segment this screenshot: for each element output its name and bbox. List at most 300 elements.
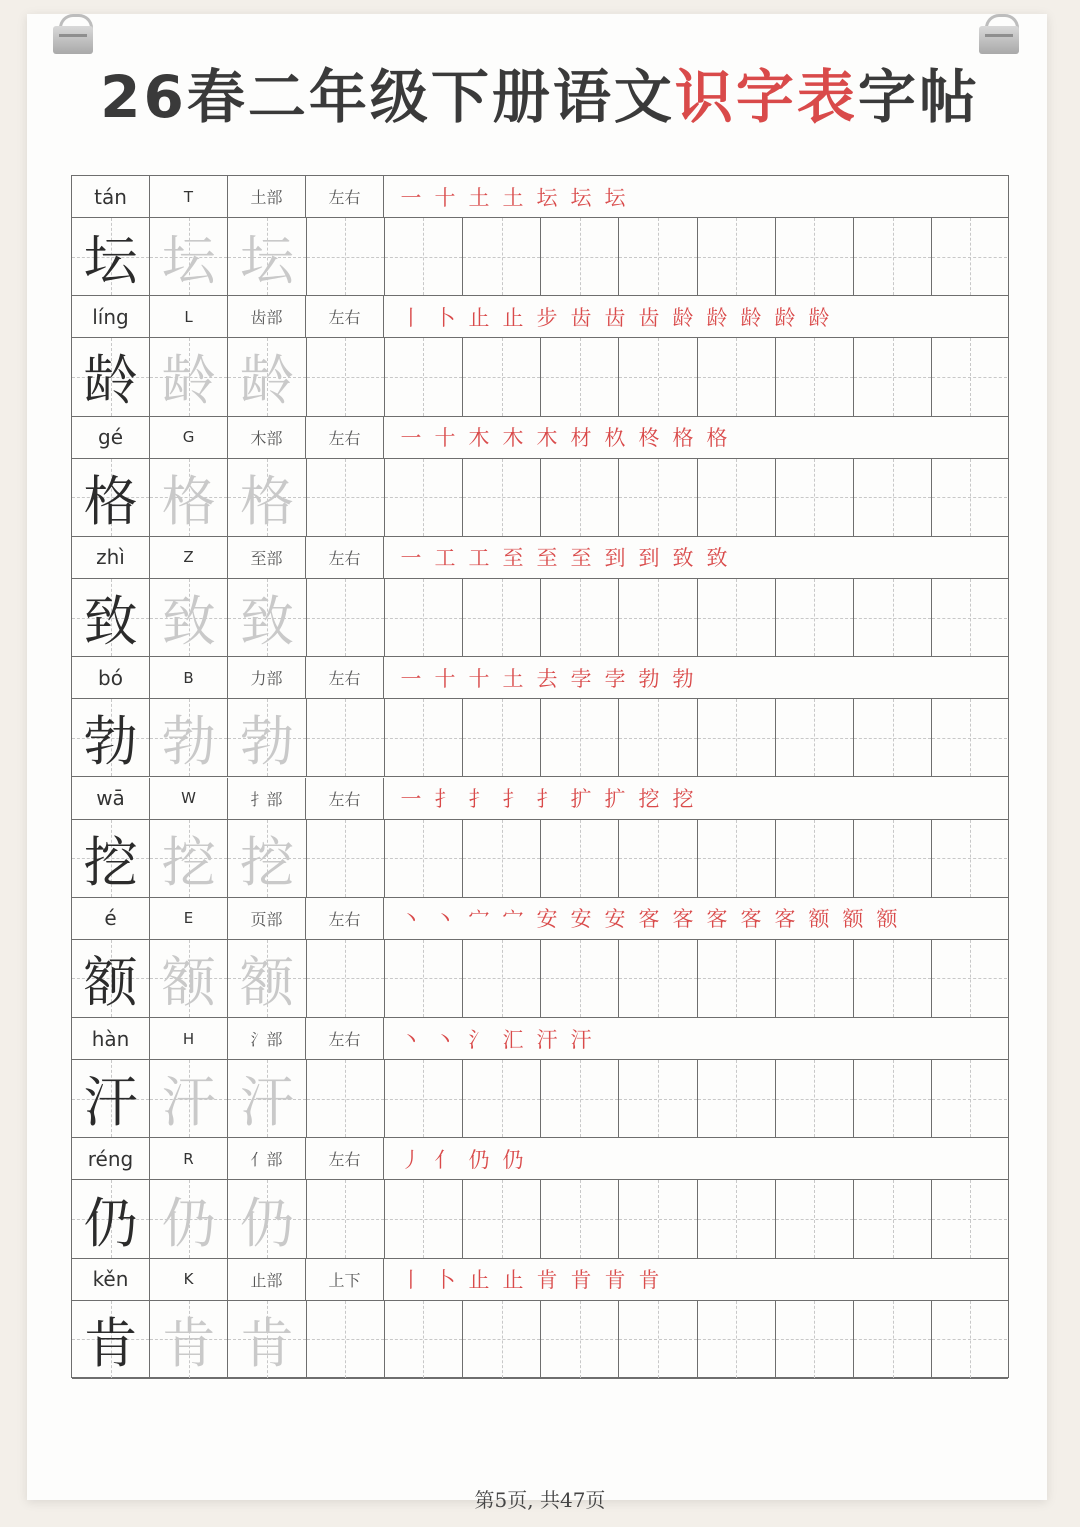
blank-writing-box[interactable] (776, 820, 854, 897)
initial-letter-cell: Z (150, 537, 228, 578)
trace-character: 龄 (161, 349, 216, 413)
char-block (72, 778, 1008, 898)
stroke-order-sequence (394, 1264, 666, 1294)
stroke-step: 格 (706, 426, 728, 451)
stroke-step: 汗 (536, 1027, 558, 1052)
blank-writing-box[interactable] (463, 699, 541, 776)
stroke-step: 肯 (536, 1268, 558, 1293)
blank-writing-box[interactable] (307, 1060, 385, 1137)
blank-writing-box[interactable] (463, 459, 541, 536)
blank-writing-box[interactable] (385, 579, 463, 656)
stroke-step: 十 (434, 666, 456, 691)
blank-writing-box[interactable] (932, 699, 1007, 776)
model-character-box (72, 579, 150, 656)
trace-character-box[interactable] (150, 338, 228, 415)
trace-character: 额 (239, 950, 294, 1014)
stroke-order-sequence (394, 422, 734, 452)
blank-writing-box[interactable] (307, 338, 385, 415)
trace-character: 勃 (161, 710, 216, 774)
stroke-step: 步 (536, 305, 558, 330)
stroke-step: 孛 (570, 666, 592, 691)
trace-character-box[interactable] (150, 699, 228, 776)
blank-writing-box[interactable] (541, 940, 619, 1017)
blank-writing-box[interactable] (385, 1301, 463, 1378)
stroke-step: 齿 (604, 305, 626, 330)
stroke-step: 工 (468, 546, 490, 571)
writing-row (72, 820, 1008, 898)
blank-writing-box[interactable] (307, 579, 385, 656)
trace-character-box[interactable] (228, 1180, 306, 1257)
stroke-order-cell (384, 176, 1008, 217)
stroke-step: 柊 (638, 426, 660, 451)
trace-character-box[interactable] (228, 579, 306, 656)
stroke-step: 仍 (502, 1147, 524, 1172)
blank-writing-box[interactable] (307, 459, 385, 536)
stroke-step: 客 (672, 907, 694, 932)
blank-writing-box[interactable] (541, 459, 619, 536)
blank-writing-box[interactable] (385, 338, 463, 415)
model-character-box (72, 459, 150, 536)
stroke-step: 宀 (468, 907, 490, 932)
blank-writing-box[interactable] (307, 1180, 385, 1257)
stroke-step: 工 (434, 546, 456, 571)
trace-character: 仍 (161, 1191, 216, 1255)
trace-character-box[interactable] (150, 1180, 228, 1257)
blank-writing-box[interactable] (619, 579, 697, 656)
blank-writing-box[interactable] (541, 1060, 619, 1137)
blank-writing-box[interactable] (463, 1301, 541, 1378)
stroke-step: 客 (774, 907, 796, 932)
trace-character-box[interactable] (228, 699, 306, 776)
trace-character-box[interactable] (150, 820, 228, 897)
writing-row (72, 699, 1008, 777)
blank-writing-box[interactable] (619, 699, 697, 776)
writing-row (72, 1301, 1008, 1379)
trace-character: 致 (161, 590, 216, 654)
stroke-step: 丶 (434, 907, 456, 932)
stroke-step: 肯 (638, 1268, 660, 1293)
trace-character: 肯 (239, 1311, 294, 1375)
structure-cell: 上下 (306, 1259, 384, 1300)
radical-cell: 土部 (228, 176, 306, 217)
trace-character-box[interactable] (228, 940, 306, 1017)
stroke-order-cell (384, 537, 1008, 578)
writing-row (72, 579, 1008, 657)
blank-writing-box[interactable] (463, 1180, 541, 1257)
structure-cell: 左右 (306, 417, 384, 458)
trace-character: 肯 (161, 1311, 216, 1375)
model-character: 仍 (83, 1191, 138, 1255)
stroke-step: 额 (808, 907, 830, 932)
stroke-step: 勃 (672, 666, 694, 691)
blank-writing-box[interactable] (932, 1060, 1007, 1137)
blank-writing-box[interactable] (385, 1180, 463, 1257)
trace-character-box[interactable] (150, 1060, 228, 1137)
stroke-step: 汇 (502, 1027, 524, 1052)
blank-writing-box[interactable] (698, 1301, 776, 1378)
stroke-step: 杦 (604, 426, 626, 451)
stroke-step: 坛 (570, 185, 592, 210)
trace-character: 额 (161, 950, 216, 1014)
stroke-step: 十 (434, 426, 456, 451)
blank-writing-box[interactable] (932, 1180, 1007, 1257)
trace-character-box[interactable] (150, 218, 228, 295)
stroke-step: 卜 (434, 1268, 456, 1293)
trace-character: 格 (239, 469, 294, 533)
blank-writing-box[interactable] (307, 699, 385, 776)
trace-character-box[interactable] (228, 1301, 306, 1378)
radical-cell: 氵部 (228, 1018, 306, 1059)
char-block (72, 1018, 1008, 1138)
stroke-step: 止 (468, 305, 490, 330)
char-info-row (72, 1018, 1008, 1060)
writing-row (72, 459, 1008, 537)
stroke-step: 仍 (468, 1147, 490, 1172)
stroke-order-cell (384, 417, 1008, 458)
blank-writing-box[interactable] (307, 1301, 385, 1378)
stroke-step: 氵 (468, 1027, 490, 1052)
model-character-box (72, 820, 150, 897)
model-character: 肯 (83, 1311, 138, 1375)
pinyin-cell: gé (72, 417, 150, 458)
blank-writing-box[interactable] (854, 1180, 932, 1257)
stroke-step: 致 (672, 546, 694, 571)
practice-grid (71, 175, 1009, 1378)
stroke-step: 至 (536, 546, 558, 571)
stroke-order-sequence (394, 182, 632, 212)
initial-letter-cell: G (150, 417, 228, 458)
blank-writing-box[interactable] (854, 579, 932, 656)
blank-writing-box[interactable] (541, 699, 619, 776)
model-character-box (72, 940, 150, 1017)
writing-row (72, 338, 1008, 416)
stroke-step: 去 (536, 666, 558, 691)
writing-row (72, 1180, 1008, 1258)
stroke-step: 龄 (774, 305, 796, 330)
model-character-box (72, 1301, 150, 1378)
writing-row (72, 940, 1008, 1018)
stroke-step: 丶 (400, 907, 422, 932)
blank-writing-box[interactable] (932, 1301, 1007, 1378)
stroke-step: 扩 (570, 787, 592, 811)
stroke-step: 亻 (434, 1147, 456, 1172)
blank-writing-box[interactable] (776, 699, 854, 776)
trace-character: 汗 (161, 1071, 216, 1135)
blank-writing-box[interactable] (385, 699, 463, 776)
blank-writing-box[interactable] (854, 1060, 932, 1137)
stroke-order-cell (384, 1259, 1008, 1300)
stroke-step: 丨 (400, 1268, 422, 1293)
stroke-step: 十 (468, 666, 490, 691)
stroke-step: 龄 (706, 305, 728, 330)
blank-writing-box[interactable] (698, 940, 776, 1017)
trace-character-box[interactable] (150, 459, 228, 536)
stroke-step: 土 (468, 185, 490, 210)
char-block (72, 176, 1008, 296)
char-info-row (72, 417, 1008, 459)
stroke-order-cell (384, 1138, 1008, 1179)
blank-writing-box[interactable] (698, 1180, 776, 1257)
stroke-step: 木 (536, 426, 558, 451)
trace-character-box[interactable] (228, 820, 306, 897)
char-info-row (72, 296, 1008, 338)
stroke-order-sequence (394, 663, 700, 693)
stroke-step: 一 (400, 426, 422, 451)
trace-character-box[interactable] (228, 459, 306, 536)
structure-cell: 左右 (306, 537, 384, 578)
initial-letter-cell: E (150, 898, 228, 939)
trace-character: 格 (161, 469, 216, 533)
char-block (72, 657, 1008, 777)
pinyin-cell: líng (72, 296, 150, 337)
model-character: 挖 (83, 830, 138, 894)
blank-writing-box[interactable] (307, 940, 385, 1017)
blank-writing-box[interactable] (854, 940, 932, 1017)
blank-writing-box[interactable] (854, 218, 932, 295)
blank-writing-box[interactable] (932, 338, 1007, 415)
radical-cell: 扌部 (228, 778, 306, 819)
model-character: 致 (83, 590, 138, 654)
initial-letter-cell: B (150, 657, 228, 698)
stroke-order-sequence (394, 542, 734, 572)
char-info-row (72, 1259, 1008, 1301)
blank-writing-box[interactable] (698, 218, 776, 295)
blank-writing-box[interactable] (541, 1180, 619, 1257)
blank-writing-box[interactable] (385, 459, 463, 536)
stroke-step: 客 (706, 907, 728, 932)
stroke-step: 龄 (808, 305, 830, 330)
radical-cell: 力部 (228, 657, 306, 698)
blank-writing-box[interactable] (932, 218, 1007, 295)
pinyin-cell: réng (72, 1138, 150, 1179)
char-info-row (72, 898, 1008, 940)
stroke-step: 木 (468, 426, 490, 451)
stroke-step: 丿 (400, 1147, 422, 1172)
blank-writing-box[interactable] (776, 218, 854, 295)
stroke-order-sequence (394, 1024, 598, 1054)
blank-writing-box[interactable] (776, 1301, 854, 1378)
blank-writing-box[interactable] (541, 579, 619, 656)
blank-writing-box[interactable] (463, 579, 541, 656)
stroke-order-sequence (394, 903, 904, 933)
blank-writing-box[interactable] (698, 820, 776, 897)
structure-cell: 左右 (306, 778, 384, 819)
stroke-step: 木 (502, 426, 524, 451)
stroke-step: 到 (638, 546, 660, 571)
trace-character-box[interactable] (150, 579, 228, 656)
stroke-step: 一 (400, 185, 422, 210)
blank-writing-box[interactable] (932, 940, 1007, 1017)
blank-writing-box[interactable] (776, 1180, 854, 1257)
blank-writing-box[interactable] (463, 940, 541, 1017)
structure-cell: 左右 (306, 657, 384, 698)
trace-character-box[interactable] (150, 940, 228, 1017)
stroke-step: 卜 (434, 305, 456, 330)
stroke-step: 至 (570, 546, 592, 571)
pinyin-cell: zhì (72, 537, 150, 578)
blank-writing-box[interactable] (385, 218, 463, 295)
model-character: 坛 (83, 229, 138, 293)
char-info-row (72, 657, 1008, 699)
initial-letter-cell: L (150, 296, 228, 337)
stroke-step: 到 (604, 546, 626, 571)
stroke-order-sequence (394, 302, 836, 332)
model-character-box (72, 218, 150, 295)
blank-writing-box[interactable] (698, 579, 776, 656)
model-character: 龄 (83, 349, 138, 413)
structure-cell: 左右 (306, 1138, 384, 1179)
blank-writing-box[interactable] (619, 338, 697, 415)
blank-writing-box[interactable] (854, 820, 932, 897)
char-block (72, 898, 1008, 1018)
stroke-order-sequence (394, 1144, 530, 1174)
stroke-step: 龄 (672, 305, 694, 330)
blank-writing-box[interactable] (619, 218, 697, 295)
stroke-step: 致 (706, 546, 728, 571)
stroke-step: 安 (536, 907, 558, 932)
stroke-step: 止 (502, 305, 524, 330)
trace-character: 挖 (239, 830, 294, 894)
stroke-step: 额 (842, 907, 864, 932)
char-block (72, 1138, 1008, 1258)
pinyin-cell: bó (72, 657, 150, 698)
blank-writing-box[interactable] (619, 1301, 697, 1378)
blank-writing-box[interactable] (463, 338, 541, 415)
blank-writing-box[interactable] (385, 1060, 463, 1137)
stroke-step: 扌 (468, 787, 490, 811)
blank-writing-box[interactable] (541, 218, 619, 295)
stroke-step: 坛 (536, 185, 558, 210)
model-character: 汗 (83, 1071, 138, 1135)
stroke-order-cell (384, 778, 1008, 819)
blank-writing-box[interactable] (932, 820, 1007, 897)
trace-character: 坛 (161, 229, 216, 293)
stroke-step: 齿 (638, 305, 660, 330)
radical-cell: 至部 (228, 537, 306, 578)
initial-letter-cell: K (150, 1259, 228, 1300)
blank-writing-box[interactable] (307, 218, 385, 295)
stroke-step: 十 (434, 185, 456, 210)
stroke-step: 安 (604, 907, 626, 932)
trace-character-box[interactable] (228, 338, 306, 415)
trace-character: 龄 (239, 349, 294, 413)
trace-character-box[interactable] (150, 1301, 228, 1378)
stroke-order-cell (384, 898, 1008, 939)
radical-cell: 木部 (228, 417, 306, 458)
blank-writing-box[interactable] (776, 940, 854, 1017)
stroke-step: 安 (570, 907, 592, 932)
stroke-order-sequence (394, 783, 700, 813)
pinyin-cell: é (72, 898, 150, 939)
stroke-step: 坛 (604, 185, 626, 210)
char-block (72, 296, 1008, 416)
blank-writing-box[interactable] (619, 940, 697, 1017)
blank-writing-box[interactable] (463, 1060, 541, 1137)
blank-writing-box[interactable] (776, 338, 854, 415)
stroke-step: 肯 (570, 1268, 592, 1293)
blank-writing-box[interactable] (619, 1180, 697, 1257)
blank-writing-box[interactable] (619, 459, 697, 536)
model-character: 格 (83, 469, 138, 533)
structure-cell: 左右 (306, 898, 384, 939)
stroke-step: 客 (740, 907, 762, 932)
trace-character: 挖 (161, 830, 216, 894)
blank-writing-box[interactable] (619, 1060, 697, 1137)
stroke-step: 一 (400, 666, 422, 691)
blank-writing-box[interactable] (463, 820, 541, 897)
model-character: 勃 (83, 710, 138, 774)
stroke-step: 扩 (604, 787, 626, 811)
stroke-step: 肯 (604, 1268, 626, 1293)
blank-writing-box[interactable] (854, 459, 932, 536)
radical-cell: 齿部 (228, 296, 306, 337)
structure-cell: 左右 (306, 296, 384, 337)
blank-writing-box[interactable] (854, 699, 932, 776)
char-info-row (72, 778, 1008, 820)
blank-writing-box[interactable] (541, 338, 619, 415)
blank-writing-box[interactable] (463, 218, 541, 295)
stroke-step: 土 (502, 185, 524, 210)
model-character-box (72, 1180, 150, 1257)
initial-letter-cell: H (150, 1018, 228, 1059)
blank-writing-box[interactable] (776, 459, 854, 536)
stroke-step: 孛 (604, 666, 626, 691)
blank-writing-box[interactable] (307, 820, 385, 897)
trace-character: 汗 (239, 1071, 294, 1135)
blank-writing-box[interactable] (932, 459, 1007, 536)
trace-character-box[interactable] (228, 1060, 306, 1137)
blank-writing-box[interactable] (619, 820, 697, 897)
title-highlight: 识字表 (674, 63, 858, 131)
stroke-step: 宀 (502, 907, 524, 932)
trace-character: 勃 (239, 710, 294, 774)
stroke-step: 格 (672, 426, 694, 451)
char-info-row (72, 537, 1008, 579)
pinyin-cell: tán (72, 176, 150, 217)
trace-character-box[interactable] (228, 218, 306, 295)
radical-cell: 亻部 (228, 1138, 306, 1179)
stroke-order-cell (384, 296, 1008, 337)
char-block (72, 537, 1008, 657)
blank-writing-box[interactable] (776, 1060, 854, 1137)
title-main: 26春二年级下册语文 (100, 63, 675, 131)
stroke-step: 扌 (502, 787, 524, 811)
page-title (0, 50, 1080, 134)
blank-writing-box[interactable] (698, 699, 776, 776)
stroke-step: 挖 (638, 787, 660, 811)
structure-cell: 左右 (306, 1018, 384, 1059)
blank-writing-box[interactable] (776, 579, 854, 656)
blank-writing-box[interactable] (698, 1060, 776, 1137)
radical-cell: 止部 (228, 1259, 306, 1300)
pinyin-cell: kěn (72, 1259, 150, 1300)
stroke-step: 勃 (638, 666, 660, 691)
blank-writing-box[interactable] (854, 338, 932, 415)
stroke-step: 扌 (536, 787, 558, 811)
trace-character: 仍 (239, 1191, 294, 1255)
blank-writing-box[interactable] (541, 1301, 619, 1378)
blank-writing-box[interactable] (385, 940, 463, 1017)
blank-writing-box[interactable] (854, 1301, 932, 1378)
pinyin-cell: hàn (72, 1018, 150, 1059)
trace-character: 坛 (239, 229, 294, 293)
stroke-step: 挖 (672, 787, 694, 811)
blank-writing-box[interactable] (385, 820, 463, 897)
blank-writing-box[interactable] (932, 579, 1007, 656)
blank-writing-box[interactable] (541, 820, 619, 897)
blank-writing-box[interactable] (698, 459, 776, 536)
blank-writing-box[interactable] (698, 338, 776, 415)
